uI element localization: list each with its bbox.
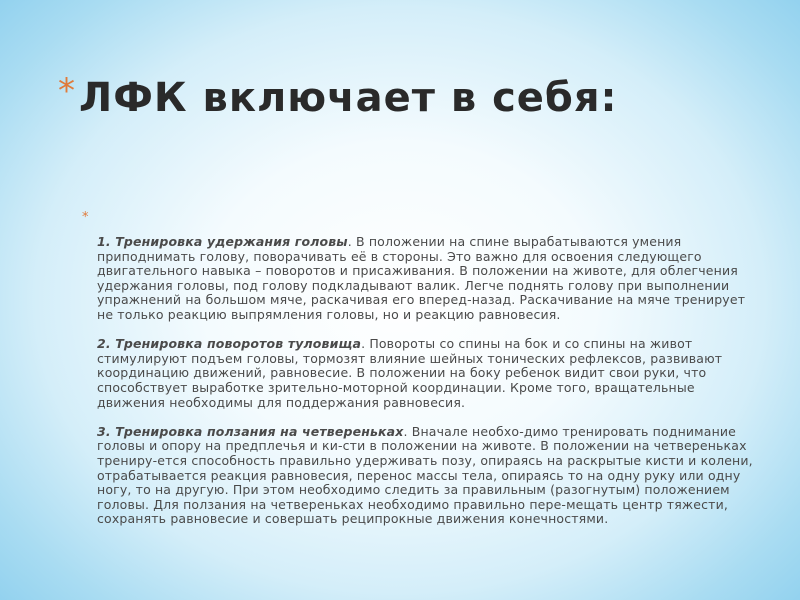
slide-title: ЛФК включает в себя: [79, 75, 618, 121]
content-body [97, 235, 757, 527]
paragraph-2-heading: 2. Тренировка поворотов туловища [97, 336, 362, 352]
title-bullet-icon: * [58, 71, 75, 111]
title-row [58, 70, 618, 126]
paragraph-2 [97, 337, 757, 410]
content-bullet-icon: * [82, 210, 89, 225]
paragraph-2-text: . Повороты со спины на бок и со спины на живот стимулируют подъем головы, тормозят влияние шейных тонических рефлексов, развивают координацию движений, равновесие. В положении на боку ребенок видит свои руки, что способствует выработке зрительно-моторной координации. Кроме того, вращательные движения необходимы для поддержания равновесия. [97, 336, 723, 410]
paragraph-3 [97, 425, 757, 527]
paragraph-3-text: . Вначале необхо-димо тренировать поднимание головы и опору на предплечья и ки-сти в положении на животе. В положении на четвереньках трениру-ется способность правильно удерживать позу, опираясь на раскрытые кисти и колени, отрабатывается реакция равновесия, перенос массы тела, опираясь то на одну руку или одну ногу, то на другую. При этом необходимо следить за правильным (разогнутым) положением головы. Для ползания на четвереньках необходимо правильно пере-мещать центр тяжести, сохранять равновесие и совершать реципрокные движения конечностями. [97, 423, 753, 527]
paragraph-1 [97, 235, 757, 323]
paragraph-1-text: . В положении на спине вырабатываются умения приподнимать голову, поворачивать её в стороны. Это важно для освоения следующего двигательного навыка – поворотов и присаживания. В положении на животе, для облегчения удержания головы, под голову подкладывают валик. Легче поднять голову при выполнении упражнений на большом мяче, раскачивая его вперед-назад. Раскачивание на мяче тренирует не только реакцию выпрямления головы, но и реакцию равновесия. [97, 234, 746, 322]
paragraph-3-heading: 3. Тренировка ползания на четвереньках [97, 423, 404, 439]
paragraph-1-heading: 1. Тренировка удержания головы [97, 234, 348, 249]
